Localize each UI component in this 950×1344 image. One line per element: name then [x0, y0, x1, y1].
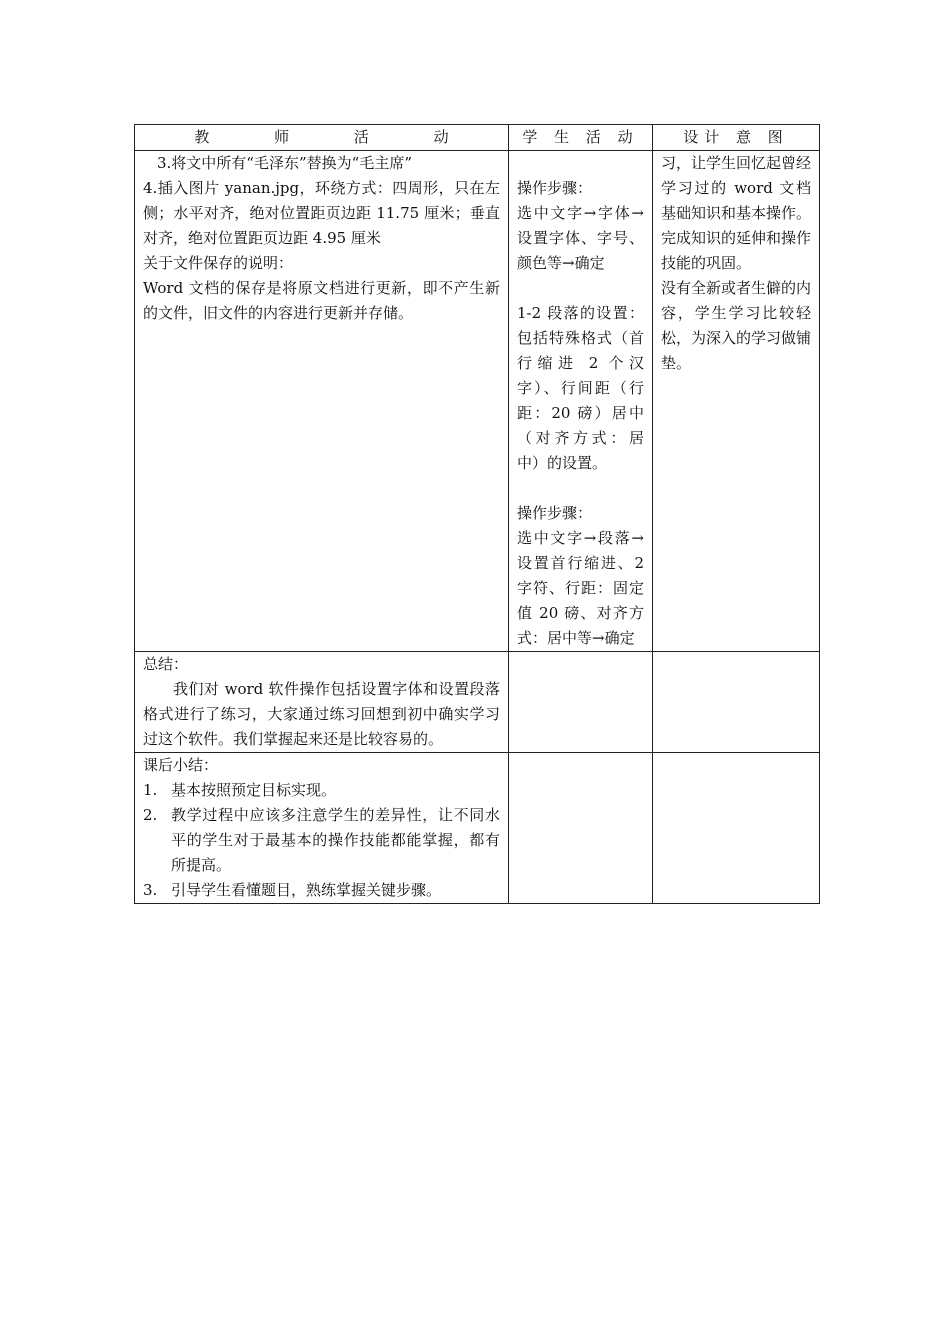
list-item — [143, 803, 500, 878]
after-class-cell — [135, 753, 509, 904]
file-save-note-title: 关于文件保存的说明： — [143, 254, 294, 272]
main-content-row — [135, 151, 820, 652]
after-class-student-cell — [509, 753, 653, 904]
student-paragraph-steps: 选中文字→段落→设置首行缩进、2 字符、行距：固定值 20 磅、对齐方式：居中等→确定 — [517, 529, 644, 647]
list-item-text: 教学过程中应该多注意学生的差异性，让不同水平的学生对于最基本的操作技能都能掌握，都有所提高。 — [171, 806, 500, 874]
lesson-table — [134, 124, 820, 904]
student-paragraph-settings: 1-2 段落的设置：包括特殊格式（首行缩进 2 个汉字）、行间距（行距：20 磅）居中（对齐方式：居中）的设置。 — [517, 304, 644, 472]
after-class-design-cell — [653, 753, 820, 904]
list-item-number: 3. — [143, 881, 158, 899]
student-font-steps: 选中文字→字体→设置字体、字号、颜色等→确定 — [517, 204, 644, 272]
design-intent-2: 没有全新或者生僻的内容，学生学习比较轻松，为深入的学习做铺垫。 — [661, 279, 812, 372]
header-row — [135, 125, 820, 151]
summary-label: 总结： — [143, 655, 189, 673]
summary-row — [135, 652, 820, 753]
student-activity-header: 学 生 活 动 — [509, 125, 653, 151]
summary-cell — [135, 652, 509, 753]
teacher-activity-header: 教 师 活 动 — [135, 125, 509, 151]
after-class-list — [143, 778, 500, 903]
summary-student-cell — [509, 652, 653, 753]
student-steps-label-1: 操作步骤： — [517, 179, 593, 197]
teacher-activity-cell — [135, 151, 509, 652]
after-class-row — [135, 753, 820, 904]
teacher-step-4: 4.插入图片 yanan.jpg，环绕方式：四周形，只在左侧；水平对齐，绝对位置距页边距 11.75 厘米；垂直对齐，绝对位置距页边距 4.95 厘米 — [143, 179, 500, 247]
file-save-note: Word 文档的保存是将原文档进行更新，即不产生新的文件，旧文件的内容进行更新并存储。 — [143, 279, 500, 322]
list-item — [143, 878, 500, 903]
list-item-text: 引导学生看懂题目，熟练掌握关键步骤。 — [171, 881, 442, 899]
after-class-label: 课后小结： — [143, 756, 219, 774]
summary-design-cell — [653, 652, 820, 753]
summary-text: 我们对 word 软件操作包括设置字体和设置段落格式进行了练习，大家通过练习回想到初中确实学习过这个软件。我们掌握起来还是比较容易的。 — [143, 680, 500, 748]
teacher-step-3: 3.将文中所有“毛泽东”替换为“毛主席” — [157, 154, 412, 172]
list-item-number: 2. — [143, 806, 158, 824]
design-intent-cell — [653, 151, 820, 652]
design-intent-header: 设计 意 图 — [653, 125, 820, 151]
list-item — [143, 778, 500, 803]
list-item-text: 基本按照预定目标实现。 — [171, 781, 337, 799]
student-activity-cell — [509, 151, 653, 652]
list-item-number: 1. — [143, 781, 158, 799]
design-intent-1: 习，让学生回忆起曾经学习过的 word 文档基础知识和基本操作。完成知识的延伸和操作技能的巩固。 — [661, 154, 812, 272]
student-steps-label-2: 操作步骤： — [517, 504, 593, 522]
